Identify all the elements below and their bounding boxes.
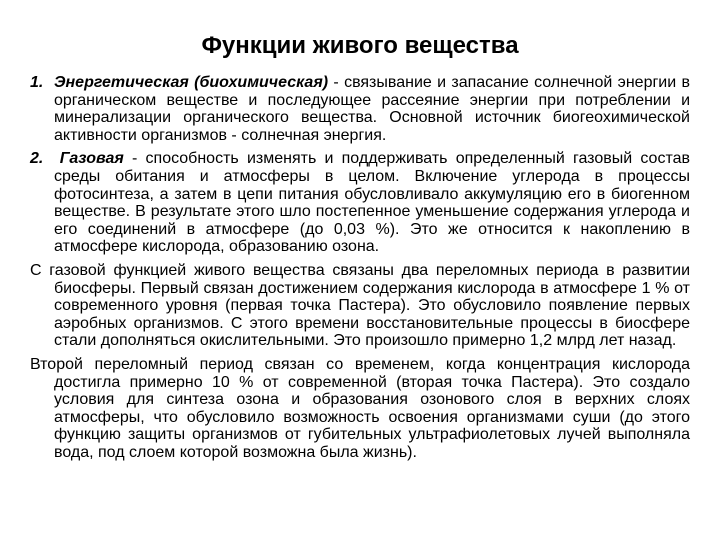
function-description: - связывание и запасание солнечной энергии в органическом веществе и последующее рассеяние энергии при потреблении и минерализации органического вещества. Основной источник биогеохимической активности организмов - солнечная энергия. [54,74,691,144]
list-item-gas [30,150,690,256]
paragraph-first-pasteur-point: С газовой функцией живого вещества связаны два переломных периода в развитии биосферы. Первый связан достижением содержания кислорода в атмосфере 1 % от современного уровня (первая точка Пастера). Это обусловило появление первых аэробных организмов. С этого времени восстановительные процессы в биосфере стали дополняться окислительными. Это произошло примерно 1,2 млрд лет назад. [30,261,690,350]
paragraph-second-pasteur-point: Второй переломный период связан со временем, когда концентрация кислорода достигла примерно 10 % от современной (вторая точка Пастера). Это создало условия для синтеза озона и образования озонового слоя в верхних слоях атмосферы, что обусловило возможность освоения организмами суши (до этого функцию защиты организмов от губительных ультрафиолетовых лучей выполняла вода, под слоем которой возможна была жизнь). [30,355,690,461]
function-term: Газовая [59,150,124,168]
list-number: 1. [30,74,44,91]
list-item-energy [30,74,690,144]
list-number: 2. [30,150,44,168]
slide-title: Функции живого вещества [201,32,519,59]
function-term: Энергетическая (биохимическая) [54,74,329,91]
function-description: - способность изменять и поддерживать определенный газовый состав среды обитания и атмосферы в целом. Включение углерода в процессы фотосинтеза, а затем в цепи питания обусловливало аккумуляцию его в биогенном веществе. В результате этого шло постепенное уменьшение содержания углерода и его соединений в атмосфере (до 0,03 %). Это же относится к накоплению в атмосфере кислорода, образованию озона. [54,150,690,256]
